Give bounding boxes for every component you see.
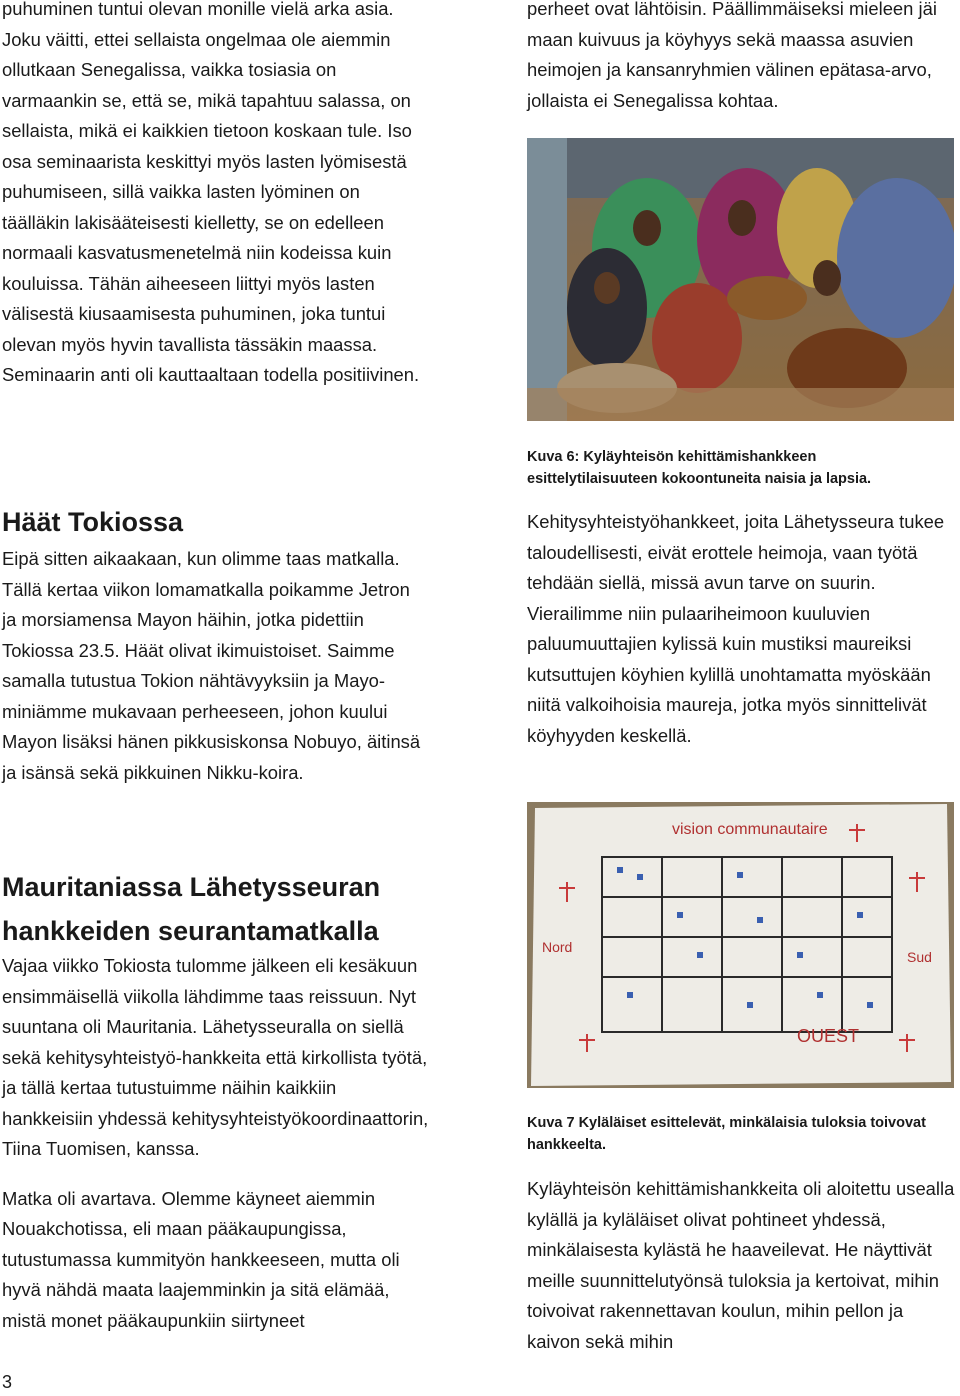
paragraph-tokyo: Eipä sitten aikaakaan, kun olimme taas matkalla. Tällä kertaa viikon lomamatkalla poikamme Jetron ja morsiamensa Mayon häihin, jotka pidettiin Tokiossa 23.5. Häät olivat ikimuistoiset. Saimme samalla tutustua Tokion nähtävyyksiin ja Mayo-miniämme mukavaan perheeseen, johon kuului Mayon lisäksi hänen pikkusiskonsa Nobuyo, äitinsä ja isänsä sekä pikkuinen Nikku-koira. xyxy=(2,548,421,783)
poster-north-label: Nord xyxy=(542,939,573,955)
photo-women-image xyxy=(527,138,954,421)
section-mauritania xyxy=(2,865,432,1336)
paragraph-mauritania-intro: Vajaa viikko Tokiosta tulomme jälkeen eli kesäkuun ensimmäisellä viikolla lähdimme taas reissuun. Nyt suuntana oli Mauritania. Lähetysseuralla on siellä sekä kehitysyhteistyö-hankkeita että kirkollista työtä, ja tällä kertaa tutustuimme näihin kaikkiin hankkeisiin yhdessä kehitysyhteistyökoordinaattorin, Tiina Tuomisen, kanssa. xyxy=(2,955,429,1159)
paragraph-projects: Kehitysyhteistyöhankkeet, joita Lähetysseura tukee taloudellisesti, eivät erottele heimoja, vaan työtä tehdään siellä, missä avun tarve on suurin. Vierailimme niin pulaariheimoon kuuluvien paluumuuttajien kylissä kuin mustiksi maureiksi kutsuttujen köyhien kylillä unohtamatta myöskään niitä valkoihoisia maureja, jotka myös sinnittelivät köyhyyden keskellä. xyxy=(527,511,945,746)
paragraph-journey: Matka oli avartava. Olemme käyneet aiemmin Nouakchotissa, eli maan pääkaupungissa, tutustumassa kummityön hankkeeseen, mutta oli hyvä nähdä maata laajemminkin ja sitä elämää, mistä monet pääkaupunkiin siirtyneet xyxy=(2,1187,400,1331)
left-column xyxy=(2,0,430,391)
paragraph-seminar: puhuminen tuntui olevan monille vielä arka asia. Joku väitti, ettei sellaista ongelmaa ole aiemmin ollutkaan Senegalissa, vaikka tosiasia on varmaankin se, että se, mikä tapahtuu salassa, on sellaista, mikä ei kaikkien tietoon koskaan tule. Iso osa seminaarista keskittyi myös lasten lyömisestä puhumiseen, sillä vaikka lasten lyöminen on täälläkin lakisääteisesti kielletty, se on edelleen normaali kasvatusmenetelmä niin kodeissa kuin kouluissa. Tähän aiheeseen liittyi myös lasten välisestä kiusaamisesta puhuminen, joka tuntui olevan myös hyvin tavallista tässäkin maassa. Seminaarin anti oli kauttaaltaan todella positiivinen. xyxy=(2,0,420,385)
right-column-top xyxy=(527,0,957,116)
page-number: 3 xyxy=(2,1372,13,1392)
poster-west-label: OUEST xyxy=(797,1026,860,1046)
section-tokyo xyxy=(2,500,430,788)
right-column-bottom xyxy=(527,1174,957,1357)
photo-village-plan-poster xyxy=(527,802,954,1088)
caption-photo-7-wrap xyxy=(527,1112,957,1156)
paragraph-village-plans: Kyläyhteisön kehittämishankkeita oli aloitettu usealla kylällä ja kyläläiset olivat pohtineet yhdessä, minkälaisesta kylästä he haaveilevat. He näyttivät meille suunnittelutyönsä tuloksia ja kertoivat, mihin toivoivat rakennettavan koulun, mihin pellon ja kaivon sekä mihin xyxy=(527,1178,955,1352)
right-column-middle xyxy=(527,507,957,751)
caption-photo-6-wrap xyxy=(527,446,957,490)
photo-village-women-children xyxy=(527,138,954,421)
heading-tokyo-wedding: Häät Tokiossa xyxy=(2,507,184,537)
poster-title: vision communautaire xyxy=(672,821,828,838)
heading-mauritania: Mauritaniassa Lähetysseuran hankkeiden seurantamatkalla xyxy=(2,872,381,946)
caption-photo-6: Kuva 6: Kyläyhteisön kehittämishankkeen esittelytilaisuuteen kokoontuneita naisia ja lapsia. xyxy=(527,449,872,487)
poster-south-label: Sud xyxy=(907,949,932,965)
poster-image xyxy=(527,802,954,1088)
paragraph-impressions: perheet ovat lähtöisin. Päällimmäiseksi mieleen jäi maan kuivuus ja köyhyys sekä maassa asuvien heimojen ja kansanryhmien välinen epätasa-arvo, jollaista ei Senegalissa kohtaa. xyxy=(527,0,937,111)
caption-photo-7: Kuva 7 Kyläläiset esittelevät, minkälaisia tuloksia toivovat hankkeelta. xyxy=(527,1115,926,1153)
